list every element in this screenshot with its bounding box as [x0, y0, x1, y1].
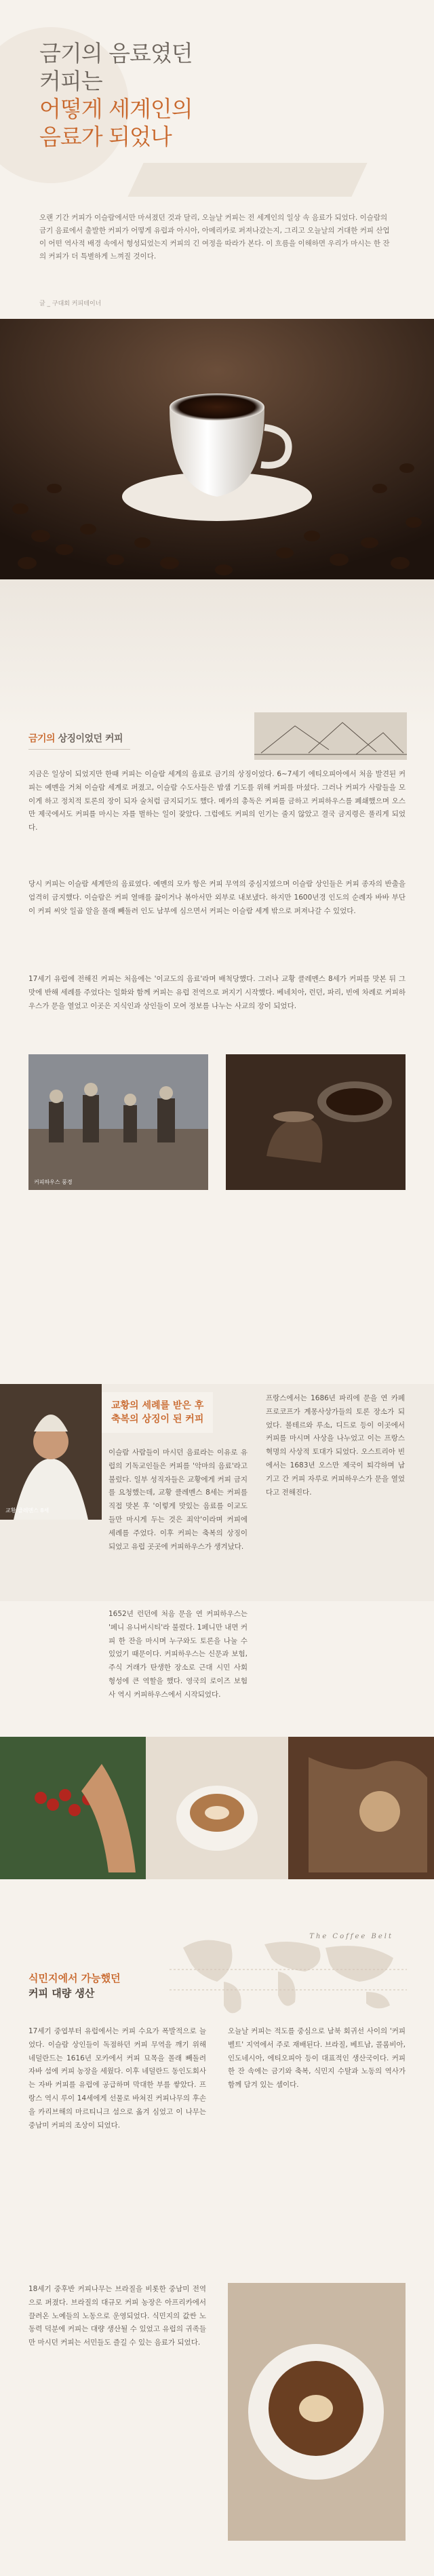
section-paragraph-3: 17세기 유럽에 전해진 커피는 처음에는 '이교도의 음료'라며 배척당했다. 그러나 교황 클레멘스 8세가 커피를 맛본 뒤 그 맛에 반해 세례를 주었다는 일화와 함께 커피는 유럽 전역으로 퍼지기 시작했다. 베네치아, 런던, 파리, 빈에 차례로 커피하우스가 문을 열었고 이곳은 지식인과 상인들이 모여 정보를 나누는 사교의 장이 되었다. [28, 975, 406, 1010]
coffeehouse-painting [28, 1054, 208, 1190]
photo-caption: 커피하우스 풍경 [34, 1179, 73, 1185]
section-title [28, 1971, 121, 2001]
blessing-paragraph-2: 1652년 런던에 처음 문을 연 커피하우스는 '페니 유니버시티'라 불렸다. 1페니만 내면 커피 한 잔을 마시며 누구와도 토론을 나눌 수 있었기 때문이다. 커피하우스는 신문과 보험, 주식 거래가 탄생한 장소로 근대 시민 사회 형성에 큰 역할을 했다. 영국의 로이즈 보험사 역시 커피하우스에서 시작되었다. [108, 1610, 248, 1699]
section-heading-rest: 상징이었던 커피 [55, 733, 123, 744]
photo-strip-graphics [0, 1737, 434, 1879]
author-byline: 글 _ 구대회 커피테이너 [39, 301, 102, 307]
title-line-4: 음료가 되었나 [39, 123, 172, 150]
hero-section [0, 0, 434, 319]
pope-portrait [0, 1384, 102, 1520]
coffee-cup-photo [0, 319, 434, 579]
title-line-3: 어떻게 세계인의 [39, 96, 193, 122]
blessing-paragraph-1: 이슬람 사람들이 마시던 음료라는 이유로 유럽의 기독교인들은 커피를 '악마의 음료'라고 불렀다. 일부 성직자들은 교황에게 커피 금지를 요청했는데, 교황 클레멘스 8세는 커피를 직접 맛본 후 '이렇게 맛있는 음료를 이교도들만 마시게 두는 것은 죄악'이라며 커피에 세례를 주었다. 이후 커피는 축복의 상징이 되었고 유럽 곳곳에 커피하우스가 생겨났다. [108, 1448, 248, 1551]
section-title-line-2: 커피 대량 생산 [28, 1987, 95, 1999]
colonial-paragraph-1: 17세기 중엽부터 유럽에서는 커피 수요가 폭발적으로 늘었다. 이슬람 상인들이 독점하던 커피 무역을 깨기 위해 네덜란드는 1616년 모카에서 커피 묘목을 몰래 빼돌려 자바 섬에 커피 농장을 세웠다. 이후 네덜란드 동인도회사는 자바 커피를 유럽에 공급하며 막대한 부를 쌓았다. 프랑스 역시 루이 14세에게 선물로 바쳐진 커피나무의 후손을 카리브해의 마르티니크 섬으로 옮겨 심었고 이 나무는 중남미 커피의 조상이 되었다. [28, 2027, 206, 2130]
title-line-1: 금기의 음료였던 [39, 40, 193, 66]
section-paragraph-1: 지금은 일상이 되었지만 한때 커피는 이슬람 세계의 음료로 금기의 상징이었다. 6~7세기 에티오피아에서 처음 발견된 커피는 예멘을 거쳐 이슬람 세계로 퍼졌고, 이슬람 수도사들은 밤샘 기도를 위해 커피를 마셨다. 그러나 커피가 사람들을 모이게 하고 정치적 토론의 장이 되자 술처럼 금지되기도 했다. 메카의 총독은 커피를 금하고 커피하우스를 폐쇄했으며 오스만 제국에서도 커피를 마시는 자를 벌하는 일이 잦았다. 그럼에도 커피의 인기는 줄지 않았고 결국 금지령은 풀리게 되었다. [28, 770, 406, 832]
section-title-line-2: 축복의 상징이 된 커피 [111, 1414, 204, 1425]
photo-strip [0, 1737, 434, 1879]
section-taboo [0, 579, 434, 1479]
section-band [0, 579, 434, 729]
intro-paragraph: 오랜 기간 커피가 이슬람에서만 마셔졌던 것과 달리, 오늘날 커피는 전 세계인의 일상 속 음료가 되었다. 이슬람의 금기 음료에서 출발한 커피가 어떻게 유럽과 아시아, 아메리카로 퍼져나갔는지, 그리고 오늘날의 거대한 커피 산업이 어떤 역사적 배경 속에서 형성되었는지 커피의 긴 여정을 따라가 본다. 이 흐름을 이해하면 우리가 마시는 한 잔의 커피가 더 특별하게 느껴질 것이다. [39, 214, 390, 261]
coffee-pot-photo [226, 1054, 406, 1190]
section-colonial-production [0, 1903, 434, 2576]
section-heading-accent: 금기의 [28, 733, 56, 744]
coffee-belt-map [170, 1927, 407, 2022]
page-title [39, 39, 193, 151]
section-title-line-1: 식민지에서 가능했던 [28, 1972, 121, 1984]
blessing-paragraph-3: 프랑스에서는 1686년 파리에 문을 연 카페 프로코프가 계몽사상가들의 토론 장소가 되었다. 볼테르와 루소, 디드로 등이 이곳에서 커피를 마시며 사상을 나누었고 이는 프랑스 혁명의 사상적 토대가 되었다. 오스트리아 빈에서는 1683년 오스만 제국이 퇴각하며 남기고 간 커피 자루로 커피하우스가 문을 열었다고 전해진다. [266, 1394, 405, 1497]
section-title [102, 1392, 213, 1433]
coffee-cup-flatlay-photo [228, 2283, 406, 2541]
coffee-cup-illustration [0, 319, 434, 579]
section-paragraph-2: 당시 커피는 이슬람 세계만의 음료였다. 예멘의 모카 항은 커피 무역의 중심지였으며 이슬람 상인들은 커피 종자의 반출을 엄격히 금지했다. 이슬람은 커피 열매를 끓이거나 볶아서만 외부로 내보냈다. 하지만 1600년경 인도의 순례자 바바 부단이 커피 씨앗 일곱 알을 몰래 빼돌려 인도 남부에 심으면서 커피는 이슬람 세계 밖으로 퍼져나갈 수 있었다. [28, 880, 406, 915]
illustration-etching [254, 712, 407, 760]
map-tag: The Coffee Belt [309, 1933, 393, 1940]
decorative-band [127, 163, 367, 197]
section-heading [28, 731, 123, 745]
colonial-paragraph-3: 오늘날 커피는 적도를 중심으로 남북 회귀선 사이의 '커피 벨트' 지역에서 주로 재배된다. 브라질, 베트남, 콜롬비아, 인도네시아, 에티오피아 등이 대표적인 생산국이다. 커피 한 잔 속에는 금기와 축복, 식민지 수탈과 노동의 역사가 함께 담겨 있는 셈이다. [228, 2027, 406, 2090]
section-title-line-1: 교황의 세례를 받은 후 [111, 1400, 204, 1411]
heading-divider [28, 749, 130, 750]
title-line-2: 커피는 [39, 68, 102, 94]
portrait-caption: 교황 클레멘스 8세 [5, 1507, 50, 1514]
colonial-paragraph-2: 18세기 중후반 커피나무는 브라질을 비롯한 중남미 전역으로 퍼졌다. 브라질의 대규모 커피 농장은 아프리카에서 끌려온 노예들의 노동으로 운영되었다. 식민지의 값싼 노동력 덕분에 커피는 대량 생산될 수 있었고 유럽의 귀족들만 마시던 커피는 서민들도 즐길 수 있는 음료가 되었다. [28, 2285, 206, 2347]
